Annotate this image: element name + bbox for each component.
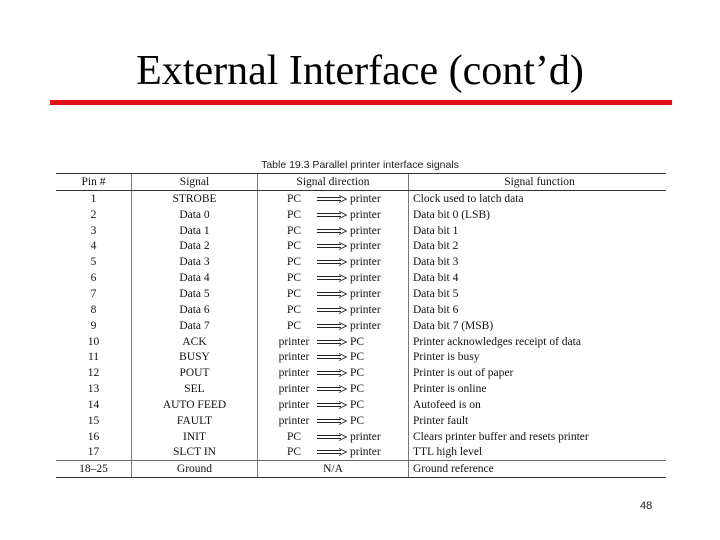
double-right-arrow-icon bbox=[317, 322, 347, 330]
pin-cell: 2 bbox=[90, 208, 97, 221]
direction-group bbox=[258, 272, 408, 284]
direction-to: printer bbox=[350, 208, 381, 221]
pin-cell: 3 bbox=[90, 224, 97, 237]
function-cell: Data bit 7 (MSB) bbox=[409, 318, 667, 334]
pin-cell: 7 bbox=[90, 287, 97, 300]
table-row bbox=[56, 334, 666, 350]
double-right-arrow-icon bbox=[317, 385, 347, 393]
direction-cell bbox=[258, 270, 409, 286]
direction-to: printer bbox=[350, 287, 381, 300]
direction-group bbox=[258, 225, 408, 237]
function-cell: Clock used to latch data bbox=[409, 191, 667, 207]
signal-cell: STROBE bbox=[132, 191, 258, 207]
direction-from: PC bbox=[286, 208, 302, 221]
pin-cell: 9 bbox=[90, 319, 97, 332]
direction-group bbox=[258, 351, 408, 363]
function-cell: Printer acknowledges receipt of data bbox=[409, 334, 667, 350]
table-caption: Table 19.3 Parallel printer interface signals bbox=[261, 159, 459, 171]
direction-to: PC bbox=[350, 398, 365, 411]
direction-from: PC bbox=[286, 240, 302, 253]
signal-cell: Ground bbox=[132, 461, 258, 478]
function-cell: Printer is busy bbox=[409, 349, 667, 365]
function-cell: Autofeed is on bbox=[409, 397, 667, 413]
signal-cell: Data 0 bbox=[132, 207, 258, 223]
signal-cell: Data 4 bbox=[132, 270, 258, 286]
signal-cell: Data 5 bbox=[132, 286, 258, 302]
header-row bbox=[56, 174, 666, 191]
table-row bbox=[56, 254, 666, 270]
double-right-arrow-icon bbox=[317, 211, 347, 219]
direction-group bbox=[258, 288, 408, 300]
direction-from: printer bbox=[278, 335, 310, 348]
table-body bbox=[56, 191, 666, 478]
direction-to: PC bbox=[350, 367, 365, 380]
signal-cell: INIT bbox=[132, 429, 258, 445]
page-number: 48 bbox=[640, 500, 653, 512]
double-right-arrow-icon bbox=[317, 401, 347, 409]
signal-cell: BUSY bbox=[132, 349, 258, 365]
pin-cell: 10 bbox=[87, 335, 100, 348]
direction-from: printer bbox=[278, 367, 310, 380]
direction-from: PC bbox=[286, 224, 302, 237]
direction-to: PC bbox=[350, 335, 365, 348]
direction-cell bbox=[258, 334, 409, 350]
direction-cell bbox=[258, 302, 409, 318]
header-signal-function: Signal function bbox=[409, 174, 667, 191]
function-cell: Data bit 1 bbox=[409, 223, 667, 239]
direction-cell bbox=[258, 318, 409, 334]
pin-cell: 12 bbox=[87, 367, 100, 380]
direction-from: PC bbox=[286, 319, 302, 332]
direction-from: printer bbox=[278, 351, 310, 364]
table-row bbox=[56, 207, 666, 223]
table-row bbox=[56, 413, 666, 429]
signal-table bbox=[56, 173, 666, 478]
slide-title: External Interface (cont’d) bbox=[136, 48, 584, 94]
direction-group bbox=[258, 399, 408, 411]
direction-to: printer bbox=[350, 319, 381, 332]
direction-to: printer bbox=[350, 256, 381, 269]
table-row bbox=[56, 445, 666, 461]
direction-from: PC bbox=[286, 272, 302, 285]
direction-cell bbox=[258, 349, 409, 365]
direction-from: PC bbox=[286, 446, 302, 459]
function-cell: Ground reference bbox=[409, 461, 667, 478]
direction-cell bbox=[258, 239, 409, 255]
table-row bbox=[56, 365, 666, 381]
direction-to: PC bbox=[350, 383, 365, 396]
direction-group bbox=[258, 320, 408, 332]
double-right-arrow-icon bbox=[317, 417, 347, 425]
direction-group bbox=[258, 383, 408, 395]
signal-cell: AUTO FEED bbox=[132, 397, 258, 413]
function-cell: Printer fault bbox=[409, 413, 667, 429]
table-row bbox=[56, 397, 666, 413]
double-right-arrow-icon bbox=[317, 306, 347, 314]
table-row bbox=[56, 429, 666, 445]
direction-cell bbox=[258, 445, 409, 461]
direction-from: PC bbox=[286, 192, 302, 205]
table-row bbox=[56, 191, 666, 207]
table-row bbox=[56, 270, 666, 286]
direction-from: PC bbox=[286, 287, 302, 300]
signal-cell: Data 2 bbox=[132, 239, 258, 255]
direction-to: printer bbox=[350, 224, 381, 237]
direction-group bbox=[258, 367, 408, 379]
direction-from: PC bbox=[286, 256, 302, 269]
signal-cell: Data 6 bbox=[132, 302, 258, 318]
signal-cell: SLCT IN bbox=[132, 445, 258, 461]
function-cell: Data bit 5 bbox=[409, 286, 667, 302]
direction-cell bbox=[258, 223, 409, 239]
pin-cell: 4 bbox=[90, 240, 97, 253]
signal-cell: ACK bbox=[132, 334, 258, 350]
direction-to: PC bbox=[350, 351, 365, 364]
pin-cell: 1 bbox=[90, 192, 97, 205]
signal-cell: SEL bbox=[132, 381, 258, 397]
table-row bbox=[56, 239, 666, 255]
direction-cell bbox=[258, 286, 409, 302]
pin-cell: 16 bbox=[87, 430, 100, 443]
direction-cell bbox=[258, 207, 409, 223]
table-row bbox=[56, 318, 666, 334]
double-right-arrow-icon bbox=[317, 433, 347, 441]
pin-cell: 18–25 bbox=[56, 461, 132, 478]
table-row bbox=[56, 302, 666, 318]
double-right-arrow-icon bbox=[317, 353, 347, 361]
table-row bbox=[56, 381, 666, 397]
double-right-arrow-icon bbox=[317, 274, 347, 282]
direction-cell bbox=[258, 191, 409, 207]
table-row bbox=[56, 286, 666, 302]
direction-cell bbox=[258, 365, 409, 381]
function-cell: TTL high level bbox=[409, 445, 667, 461]
double-right-arrow-icon bbox=[317, 258, 347, 266]
signal-cell: POUT bbox=[132, 365, 258, 381]
header-signal-direction: Signal direction bbox=[258, 174, 409, 191]
function-cell: Data bit 4 bbox=[409, 270, 667, 286]
direction-to: printer bbox=[350, 446, 381, 459]
pin-cell: 11 bbox=[87, 351, 100, 364]
direction-group bbox=[258, 240, 408, 252]
double-right-arrow-icon bbox=[317, 290, 347, 298]
pin-cell: 5 bbox=[90, 256, 97, 269]
direction-text: N/A bbox=[323, 463, 343, 476]
pin-cell: 6 bbox=[90, 272, 97, 285]
double-right-arrow-icon bbox=[317, 195, 347, 203]
double-right-arrow-icon bbox=[317, 242, 347, 250]
function-cell: Data bit 2 bbox=[409, 239, 667, 255]
direction-cell bbox=[258, 254, 409, 270]
direction-to: printer bbox=[350, 240, 381, 253]
pin-cell: 13 bbox=[87, 383, 100, 396]
double-right-arrow-icon bbox=[317, 369, 347, 377]
table-row bbox=[56, 461, 666, 478]
header-signal: Signal bbox=[132, 174, 258, 191]
signal-cell: Data 7 bbox=[132, 318, 258, 334]
direction-cell bbox=[258, 461, 409, 478]
direction-group bbox=[258, 256, 408, 268]
double-right-arrow-icon bbox=[317, 338, 347, 346]
title-underline bbox=[50, 100, 672, 105]
direction-group bbox=[258, 431, 408, 443]
direction-to: printer bbox=[350, 303, 381, 316]
direction-from: printer bbox=[278, 398, 310, 411]
direction-to: printer bbox=[350, 192, 381, 205]
signal-cell: FAULT bbox=[132, 413, 258, 429]
double-right-arrow-icon bbox=[317, 227, 347, 235]
direction-cell bbox=[258, 381, 409, 397]
table-row bbox=[56, 349, 666, 365]
direction-to: printer bbox=[350, 430, 381, 443]
direction-group bbox=[258, 446, 408, 458]
direction-group bbox=[258, 336, 408, 348]
direction-cell bbox=[258, 429, 409, 445]
function-cell: Data bit 3 bbox=[409, 254, 667, 270]
direction-from: PC bbox=[286, 430, 302, 443]
direction-cell bbox=[258, 413, 409, 429]
function-cell: Data bit 0 (LSB) bbox=[409, 207, 667, 223]
signal-cell: Data 3 bbox=[132, 254, 258, 270]
direction-cell bbox=[258, 397, 409, 413]
direction-group bbox=[258, 415, 408, 427]
pin-cell: 15 bbox=[87, 414, 100, 427]
direction-group bbox=[258, 209, 408, 221]
pin-cell: 8 bbox=[90, 303, 97, 316]
function-cell: Data bit 6 bbox=[409, 302, 667, 318]
pin-cell: 14 bbox=[87, 398, 100, 411]
function-cell: Printer is online bbox=[409, 381, 667, 397]
signal-cell: Data 1 bbox=[132, 223, 258, 239]
direction-group bbox=[258, 304, 408, 316]
function-cell: Clears printer buffer and resets printer bbox=[409, 429, 667, 445]
function-cell: Printer is out of paper bbox=[409, 365, 667, 381]
table-header bbox=[56, 174, 666, 191]
direction-from: printer bbox=[278, 414, 310, 427]
pin-cell: 17 bbox=[56, 445, 132, 461]
double-right-arrow-icon bbox=[317, 448, 347, 456]
table-row bbox=[56, 223, 666, 239]
direction-group bbox=[258, 193, 408, 205]
header-pin: Pin # bbox=[56, 174, 132, 191]
direction-to: printer bbox=[350, 272, 381, 285]
direction-from: printer bbox=[278, 383, 310, 396]
direction-to: PC bbox=[350, 414, 365, 427]
direction-from: PC bbox=[286, 303, 302, 316]
